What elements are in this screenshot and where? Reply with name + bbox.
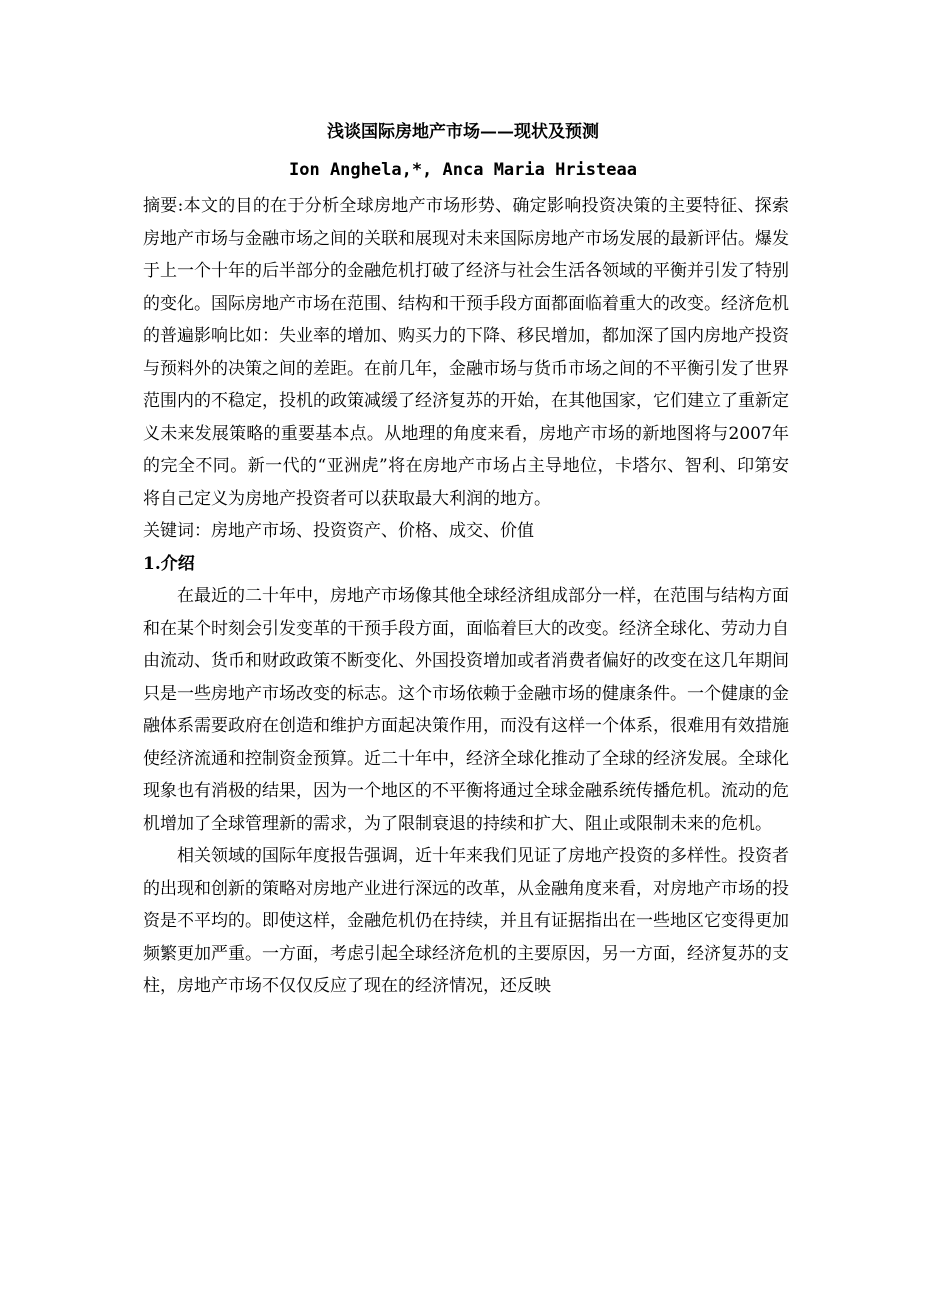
- section-heading: 1.介绍: [143, 553, 195, 574]
- body-paragraph: 在最近的二十年中，房地产市场像其他全球经济组成部分一样，在范围与结构方面和在某个时刻会引发变革的干预手段方面，面临着巨大的改变。经济全球化、劳动力自由流动、货币和财政政策不断变化、外国投资增加或者消费者偏好的改变在这几年期间只是一些房地产市场改变的标志。这个市场依赖于金融市场的健康条件。一个健康的金融体系需要政府在创造和维护方面起决策作用，而没有这样一个体系，很难用有效措施使经济流通和控制资金预算。近二十年中，经济全球化推动了全球的经济发展。全球化现象也有消极的结果，因为一个地区的不平衡将通过全球金融系统传播危机。流动的危机增加了全球管理新的需求，为了限制衰退的持续和扩大、阻止或限制未来的危机。: [143, 586, 789, 834]
- paper-body: [143, 190, 789, 1003]
- paper-authors: Ion Anghela,*, Anca Maria Hristeaa: [289, 160, 637, 180]
- paper-title: 浅谈国际房地产市场——现状及预测: [327, 122, 599, 142]
- abstract-paragraph: 摘要:本文的目的在于分析全球房地产市场形势、确定影响投资决策的主要特征、探索房地产市场与金融市场之间的关联和展现对未来国际房地产市场发展的最新评估。爆发于上一个十年的后半部分的金融危机打破了经济与社会生活各领域的平衡并引发了特别的变化。国际房地产市场在范围、结构和干预手段方面都面临着重大的改变。经济危机的普遍影响比如：失业率的增加、购买力的下降、移民增加，都加深了国内房地产投资与预料外的决策之间的差距。在前几年，金融市场与货币市场之间的不平衡引发了世界范围内的不稳定，投机的政策减缓了经济复苏的开始，在其他国家，它们建立了重新定义未来发展策略的重要基本点。从地理的角度来看，房地产市场的新地图将与2007年的完全不同。新一代的“亚洲虎”将在房地产市场占主导地位，卡塔尔、智利、印第安将自己定义为房地产投资者可以获取最大利润的地方。: [143, 196, 789, 509]
- body-paragraph: 相关领域的国际年度报告强调，近十年来我们见证了房地产投资的多样性。投资者的出现和创新的策略对房地产业进行深远的改革，从金融角度来看，对房地产市场的投资是不平均的。即使这样，金融危机仍在持续，并且有证据指出在一些地区它变得更加频繁更加严重。一方面，考虑引起全球经济危机的主要原因，另一方面，经济复苏的支柱，房地产市场不仅仅反应了现在的经济情况，还反映: [143, 846, 789, 996]
- keywords-line: 关键词：房地产市场、投资资产、价格、成交、价值: [143, 521, 534, 541]
